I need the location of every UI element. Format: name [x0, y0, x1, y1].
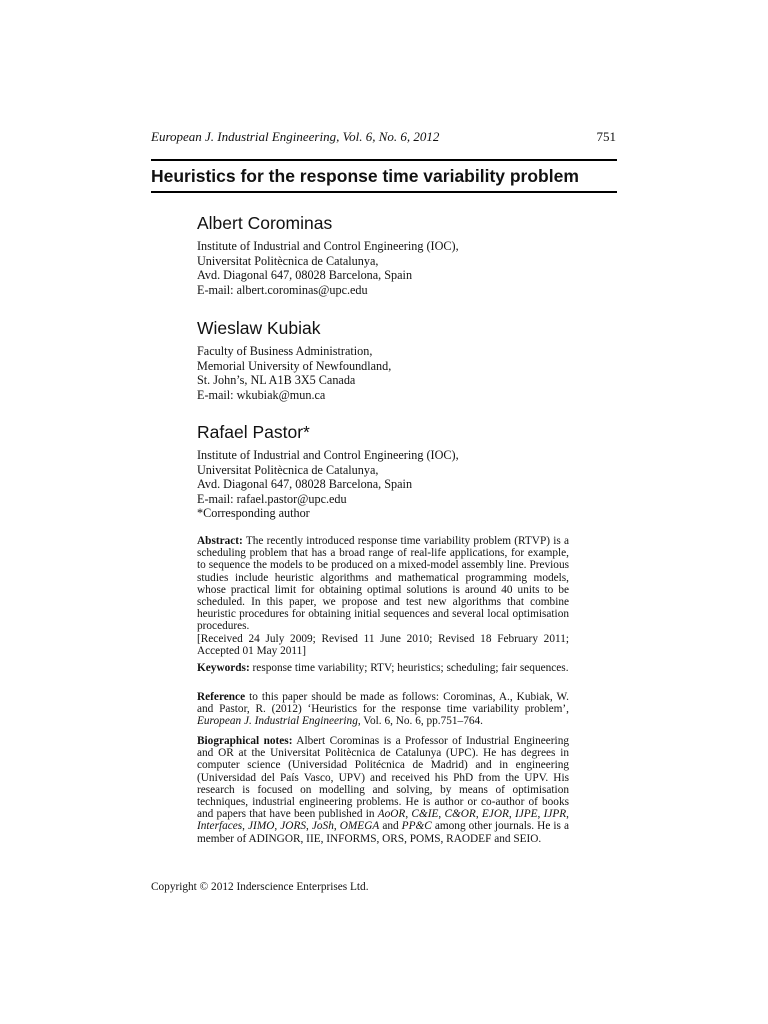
bio-text: Albert Corominas is a Professor of Industrial Engineering and OR at the Universitat Politècnica de Catalunya (UPC). He has degrees in computer science (Universidad Politécnica de Madrid) and in engineering (Universidad del País Vasco, UPV) and received his PhD from the UPV. His research is focused on modelling and solving, by means of optimisation techniques, industrial engineering problems. He is author or co-author of books and papers that have been published in: [197, 735, 569, 821]
keywords-text: response time variability; RTV; heuristics; scheduling; fair sequences.: [252, 662, 569, 674]
journal-name: IJPE: [514, 808, 538, 821]
affiliation-line: Faculty of Business Administration,: [197, 344, 373, 358]
affiliation-line: Institute of Industrial and Control Engineering (IOC),: [197, 239, 459, 253]
paper-title: Heuristics for the response time variability problem: [151, 166, 579, 186]
biographical-notes: Biographical notes: Albert Corominas is a Professor of Industrial Engineering and OR at the Universitat Politècnica de Catalunya (UPC). He has degrees in computer science (Universidad Politécnica de Madrid) and in engineering (Universidad del País Vasco, UPV) and received his PhD from the UPV. His research is focused on modelling and solving, by means of optimisation techniques, industrial engineering problems. He is author or co-author of books and papers that have been published in AoOR, C&IE, C&OR, EJOR, IJPE, IJPR, Interfaces, JIMO, JORS, JoSh, OMEGA and PP&C among other journals. He is a member of ADINGOR, IIE, INFORMS, ORS, POMS, RAODEF and SEIO.: [197, 735, 569, 845]
journal-name: AoOR: [377, 808, 406, 821]
author-name: Wieslaw Kubiak: [197, 318, 321, 338]
affiliation-line: Institute of Industrial and Control Engineering (IOC),: [197, 448, 459, 462]
abstract-text: The recently introduced response time variability problem (RTVP) is a scheduling problem that has a broad range of real-life applications, for example, to sequence the models to be produced on a mixed-model assembly line. Previous studies include heuristic algorithms and mathematical programming models, whose practical limit for obtaining optimal solutions is around 40 units to be scheduled. In this paper, we propose and test new algorithms that combine heuristic procedures for obtaining initial sequences and several local optimisation procedures.: [197, 535, 569, 633]
reference-journal: European J. Industrial Engineering: [197, 715, 358, 728]
affiliation-line: Avd. Diagonal 647, 08028 Barcelona, Spain: [197, 477, 413, 492]
copyright-notice: Copyright © 2012 Inderscience Enterprises Ltd.: [151, 881, 369, 893]
page-number: 751: [596, 129, 616, 144]
author-affiliation: [197, 239, 569, 297]
received-dates: [Received 24 July 2009; Revised 11 June 2010; Revised 18 February 2011; Accepted 01 May 2011]: [197, 632, 569, 657]
running-head: [151, 129, 616, 145]
journal-name: OMEGA: [339, 820, 380, 833]
abstract: [197, 535, 569, 657]
journal-name: JIMO: [248, 820, 275, 833]
corresponding-author-note: *Corresponding author: [197, 506, 310, 521]
journal-name: Interfaces: [197, 820, 243, 833]
affiliation-line: Avd. Diagonal 647, 08028 Barcelona, Spain: [197, 268, 413, 283]
journal-name: IJPR: [543, 808, 567, 821]
journal-name: C&IE: [411, 808, 439, 821]
author-block: [197, 421, 569, 521]
author-affiliation: [197, 344, 569, 402]
reference-label: Reference: [197, 691, 246, 703]
affiliation-line: Universitat Politècnica de Catalunya,: [197, 253, 379, 268]
journal-citation: European J. Industrial Engineering, Vol. 6, No. 6, 2012: [151, 129, 440, 144]
journal-name: JORS: [280, 820, 307, 833]
reference-text-end: , Vol. 6, No. 6, pp.751–764.: [357, 715, 483, 728]
author-affiliation: [197, 448, 569, 521]
affiliation-line: St. John’s, NL A1B 3X5 Canada: [197, 373, 356, 388]
author-name: Rafael Pastor*: [197, 422, 310, 442]
bio-text-end: among other journals. He is a member of ADINGOR, IIE, INFORMS, ORS, POMS, RAODEF and SEIO.: [197, 820, 569, 845]
title-rule-top: [151, 159, 617, 161]
author-email: E-mail: albert.corominas@upc.edu: [197, 282, 368, 297]
journal-name: C&OR: [444, 808, 476, 821]
author-block: [197, 212, 569, 297]
author-email: E-mail: wkubiak@mun.ca: [197, 387, 326, 402]
journal-name: EJOR: [481, 808, 509, 821]
reference-text: to this paper should be made as follows: Corominas, A., Kubiak, W. and Pastor, R. (2012) ‘Heuristics for the response time variability problem’,: [197, 691, 569, 716]
affiliation-line: Universitat Politècnica de Catalunya,: [197, 462, 379, 477]
bio-conjunction: and: [382, 820, 399, 833]
journal-name: JoSh: [311, 820, 334, 833]
title-rule-bottom: [151, 191, 617, 193]
reference: [197, 691, 569, 728]
affiliation-line: Memorial University of Newfoundland,: [197, 358, 392, 373]
author-name: Albert Corominas: [197, 213, 333, 233]
abstract-label: Abstract:: [197, 535, 243, 547]
bio-label: Biographical notes:: [197, 735, 293, 747]
journal-name: PP&C: [401, 820, 432, 833]
keywords-label: Keywords:: [197, 662, 250, 674]
author-block: [197, 317, 569, 402]
keywords: [197, 662, 569, 674]
author-email: E-mail: rafael.pastor@upc.edu: [197, 491, 347, 506]
